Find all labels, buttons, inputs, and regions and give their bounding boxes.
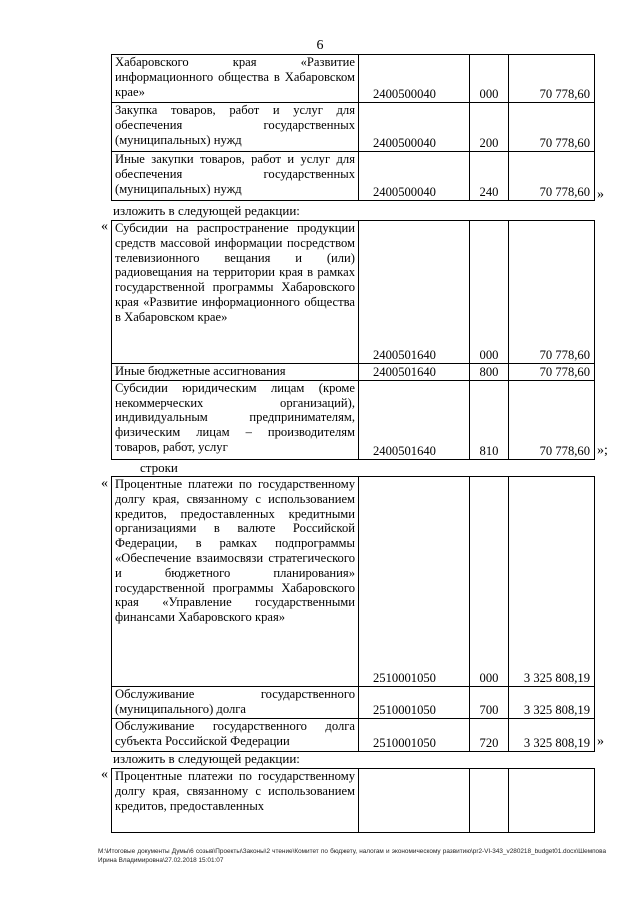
table-row bbox=[112, 364, 595, 381]
row-name: Обслуживание государственного долга субъекта Российской Федерации bbox=[112, 719, 359, 752]
instruction-phrase: изложить в следующей редакции: bbox=[113, 203, 300, 218]
document-path-footer: M:\Итоговые документы Думы\6 созыв\Проекты\Законы\2 чтение\Комитет по бюджету, налогам и экономическому развитию\pr2-VI-343_v280218_budget01.docx\Шемпова Ирина Владимировна\27.02.2018 15:01:07 bbox=[98, 848, 606, 864]
row-code bbox=[359, 769, 470, 833]
budget-table-block1 bbox=[111, 54, 595, 201]
row-amount bbox=[509, 769, 595, 833]
table-row bbox=[112, 103, 595, 152]
row-name: Иные бюджетные ассигнования bbox=[112, 364, 359, 381]
row-vr: 810 bbox=[470, 380, 509, 459]
table-row bbox=[112, 719, 595, 752]
row-amount: 70 778,60 bbox=[509, 152, 595, 201]
row-code: 2400500040 bbox=[359, 55, 470, 103]
row-name: Субсидии на распространение продукции средств массовой информации посредством телевизионного вещания и (или) радиовещания на территории края в рамках государственной программы Хабаровского края «Развитие информационного общества в Хабаровском крае» bbox=[112, 221, 359, 364]
row-code: 2510001050 bbox=[359, 477, 470, 687]
table-row bbox=[112, 380, 595, 459]
row-amount: 3 325 808,19 bbox=[509, 719, 595, 752]
row-vr: 000 bbox=[470, 221, 509, 364]
row-name: Процентные платежи по государственному долгу края, связанному с использованием кредитов, предоставленных кредитными организациями в валюте Российской Федерации, в рамках подпрограммы «Обеспечение взаимосвязи стратегического и бюджетного планирования» государственной программы Хабаровского края «Управление государственными финансами Хабаровского края» bbox=[112, 477, 359, 687]
table-row bbox=[112, 687, 595, 719]
row-code: 2510001050 bbox=[359, 719, 470, 752]
row-vr: 200 bbox=[470, 103, 509, 152]
closing-quote: » bbox=[597, 734, 604, 749]
row-amount: 70 778,60 bbox=[509, 380, 595, 459]
closing-quote: »; bbox=[597, 443, 608, 458]
row-name: Субсидии юридическим лицам (кроме некоммерческих организаций), индивидуальным предпринимателям, физическим лицам – производителям товаров, работ, услуг bbox=[112, 380, 359, 459]
row-vr: 000 bbox=[470, 55, 509, 103]
table-row bbox=[112, 152, 595, 201]
row-code: 2510001050 bbox=[359, 687, 470, 719]
row-name: Хабаровского края «Развитие информационного общества в Хабаровском крае» bbox=[112, 55, 359, 103]
table-row bbox=[112, 55, 595, 103]
row-vr bbox=[470, 769, 509, 833]
budget-table-block4 bbox=[111, 768, 595, 833]
closing-quote: » bbox=[597, 187, 604, 202]
row-vr: 800 bbox=[470, 364, 509, 381]
row-name: Закупка товаров, работ и услуг для обеспечения государственных (муниципальных) нужд bbox=[112, 103, 359, 152]
instruction-phrase: строки bbox=[140, 460, 178, 475]
row-vr: 700 bbox=[470, 687, 509, 719]
row-amount: 70 778,60 bbox=[509, 103, 595, 152]
opening-quote: « bbox=[101, 476, 108, 491]
instruction-phrase: изложить в следующей редакции: bbox=[113, 751, 300, 766]
row-amount: 3 325 808,19 bbox=[509, 687, 595, 719]
table-row bbox=[112, 477, 595, 687]
row-code: 2400501640 bbox=[359, 380, 470, 459]
table-row bbox=[112, 221, 595, 364]
row-code: 2400501640 bbox=[359, 221, 470, 364]
row-amount: 70 778,60 bbox=[509, 221, 595, 364]
row-vr: 240 bbox=[470, 152, 509, 201]
row-vr: 000 bbox=[470, 477, 509, 687]
budget-table-block2 bbox=[111, 220, 595, 460]
row-amount: 70 778,60 bbox=[509, 55, 595, 103]
row-code: 2400500040 bbox=[359, 152, 470, 201]
row-code: 2400501640 bbox=[359, 364, 470, 381]
row-amount: 70 778,60 bbox=[509, 364, 595, 381]
row-vr: 720 bbox=[470, 719, 509, 752]
page-number: 6 bbox=[316, 38, 324, 53]
budget-table-block3 bbox=[111, 476, 595, 752]
row-name: Обслуживание государственного (муниципального) долга bbox=[112, 687, 359, 719]
row-amount: 3 325 808,19 bbox=[509, 477, 595, 687]
table-row bbox=[112, 769, 595, 833]
row-code: 2400500040 bbox=[359, 103, 470, 152]
row-name: Процентные платежи по государственному долгу края, связанному с использованием кредитов, предоставленных bbox=[112, 769, 359, 833]
row-name: Иные закупки товаров, работ и услуг для обеспечения государственных (муниципальных) нужд bbox=[112, 152, 359, 201]
opening-quote: « bbox=[101, 767, 108, 782]
opening-quote: « bbox=[101, 219, 108, 234]
